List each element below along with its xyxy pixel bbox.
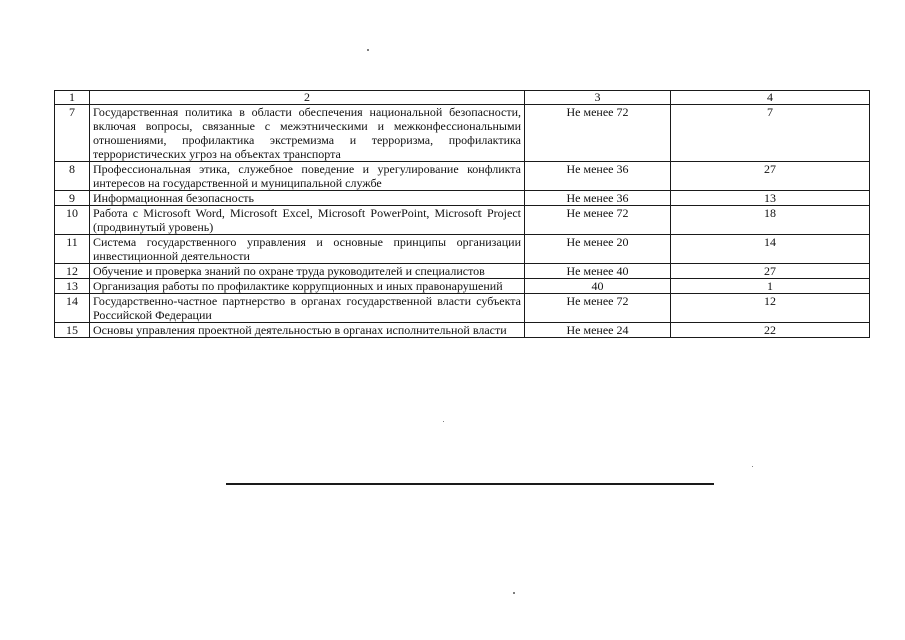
table-row [55, 235, 870, 264]
row-number: 14 [55, 294, 90, 323]
table-header-row [55, 91, 870, 105]
participant-count: 7 [671, 105, 870, 162]
course-hours: Не менее 36 [525, 162, 671, 191]
row-number: 9 [55, 191, 90, 206]
row-number: 11 [55, 235, 90, 264]
course-hours: Не менее 72 [525, 294, 671, 323]
scan-speck [513, 592, 515, 594]
table-row [55, 279, 870, 294]
row-number: 7 [55, 105, 90, 162]
participant-count: 27 [671, 162, 870, 191]
table-row [55, 105, 870, 162]
scan-speck [367, 49, 369, 51]
end-of-document-rule [226, 483, 714, 485]
table-row [55, 162, 870, 191]
row-number: 12 [55, 264, 90, 279]
row-number: 13 [55, 279, 90, 294]
participant-count: 14 [671, 235, 870, 264]
course-hours: Не менее 72 [525, 206, 671, 235]
course-hours: Не менее 40 [525, 264, 671, 279]
participant-count: 27 [671, 264, 870, 279]
courses-table [54, 90, 870, 338]
row-number: 15 [55, 323, 90, 338]
header-cell-4: 4 [671, 91, 870, 105]
table-row [55, 323, 870, 338]
course-hours: Не менее 24 [525, 323, 671, 338]
course-name: Работа с Microsoft Word, Microsoft Excel, Microsoft PowerPoint, Microsoft Project (продвинутый уровень) [90, 206, 525, 235]
table-row [55, 264, 870, 279]
course-name: Основы управления проектной деятельностью в органах исполнительной власти [90, 323, 525, 338]
table-row [55, 294, 870, 323]
scan-speck [443, 421, 444, 422]
participant-count: 12 [671, 294, 870, 323]
row-number: 8 [55, 162, 90, 191]
course-name: Государственно-частное партнерство в органах государственной власти субъекта Российской Федерации [90, 294, 525, 323]
header-cell-1: 1 [55, 91, 90, 105]
course-hours: Не менее 20 [525, 235, 671, 264]
course-name: Обучение и проверка знаний по охране труда руководителей и специалистов [90, 264, 525, 279]
header-cell-2: 2 [90, 91, 525, 105]
course-name: Профессиональная этика, служебное поведение и урегулирование конфликта интересов на государственной и муниципальной службе [90, 162, 525, 191]
participant-count: 18 [671, 206, 870, 235]
header-cell-3: 3 [525, 91, 671, 105]
course-name: Государственная политика в области обеспечения национальной безопасности, включая вопросы, связанные с межэтническими и межконфессиональными отношениями, профилактика экстремизма и терроризма, профилактика террористических угроз на объектах транспорта [90, 105, 525, 162]
scan-speck [752, 466, 753, 467]
participant-count: 1 [671, 279, 870, 294]
participant-count: 22 [671, 323, 870, 338]
table-row [55, 191, 870, 206]
course-name: Система государственного управления и основные принципы организации инвестиционной деятельности [90, 235, 525, 264]
course-name: Информационная безопасность [90, 191, 525, 206]
table-row [55, 206, 870, 235]
course-name: Организация работы по профилактике коррупционных и иных правонарушений [90, 279, 525, 294]
participant-count: 13 [671, 191, 870, 206]
course-hours: Не менее 36 [525, 191, 671, 206]
course-hours: Не менее 72 [525, 105, 671, 162]
row-number: 10 [55, 206, 90, 235]
course-hours: 40 [525, 279, 671, 294]
